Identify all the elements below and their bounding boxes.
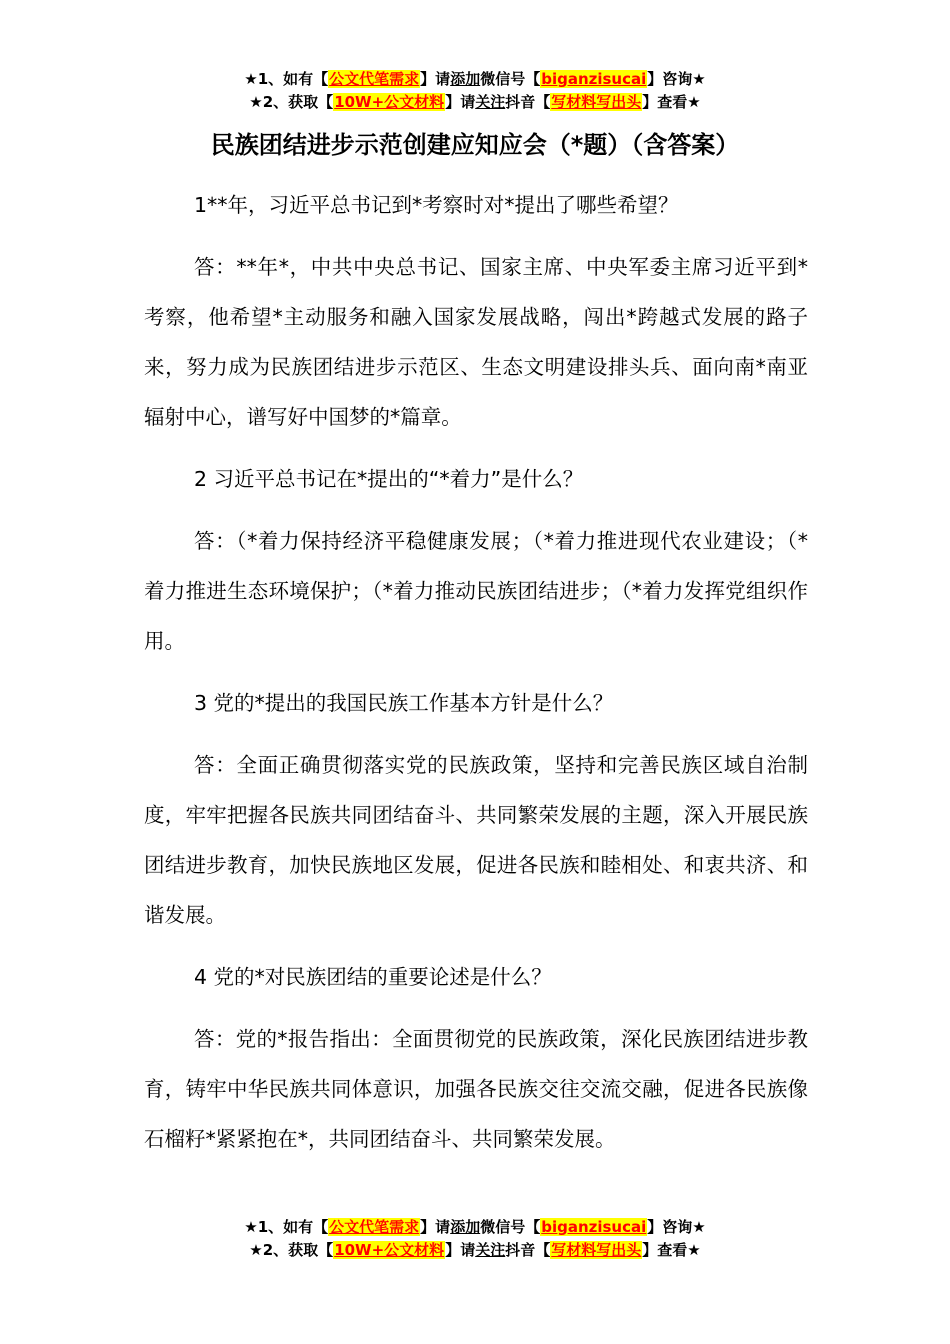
banner-line-1-suffix: 】咨询★ — [647, 70, 706, 88]
banner-line-1-mid: 】请 — [420, 70, 451, 88]
banner-line-1-mid2: 微信号【 — [480, 70, 541, 88]
question-4: 4 党的*对民族团结的重要论述是什么？ — [194, 965, 552, 989]
banner-underlined-follow: 关注 — [475, 93, 506, 111]
banner-underlined-add: 添加 — [450, 70, 481, 88]
banner-highlight-douyin: 写材料写出头 — [551, 1241, 642, 1259]
document-body — [144, 180, 808, 1176]
banner-line-1-suffix: 】咨询★ — [647, 1218, 706, 1236]
banner-line-1-prefix: 1、如有【 — [257, 70, 329, 88]
star-icon: ★ — [249, 1241, 263, 1259]
banner-line-2-mid2: 抖音【 — [505, 93, 551, 111]
banner-highlight-wechat-id: biganzisucai — [541, 1218, 647, 1236]
bottom-banner — [0, 1216, 950, 1262]
banner-line-1 — [0, 1216, 950, 1239]
banner-line-1-prefix: 1、如有【 — [257, 1218, 329, 1236]
question-2: 2 习近平总书记在*提出的“*着力”是什么？ — [194, 467, 584, 491]
banner-highlight-service: 公文代笔需求 — [329, 70, 420, 88]
question-1: 1**年，习近平总书记到*考察时对*提出了哪些希望？ — [194, 193, 679, 217]
answer-4: 答：党的*报告指出：全面贯彻党的民族政策，深化民族团结进步教育，铸牢中华民族共同体意识，加强各民族交往交流交融，促进各民族像石榴籽*紧紧抱在*，共同团结奋斗、共同繁荣发展。 — [144, 1027, 808, 1151]
star-icon: ★ — [244, 70, 258, 88]
banner-highlight-materials: 10W+公文材料 — [334, 93, 445, 111]
banner-underlined-follow: 关注 — [475, 1241, 506, 1259]
banner-highlight-service: 公文代笔需求 — [329, 1218, 420, 1236]
banner-line-2-suffix: 】查看★ — [642, 93, 701, 111]
question-3: 3 党的*提出的我国民族工作基本方针是什么？ — [194, 691, 614, 715]
banner-line-2 — [0, 91, 950, 114]
banner-line-1 — [0, 68, 950, 91]
banner-line-2-suffix: 】查看★ — [642, 1241, 701, 1259]
banner-underlined-add: 添加 — [450, 1218, 481, 1236]
answer-2: 答：（*着力保持经济平稳健康发展；（*着力推进现代农业建设；（*着力推进生态环境保护；（*着力推动民族团结进步；（*着力发挥党组织作用。 — [144, 529, 808, 653]
banner-line-1-mid2: 微信号【 — [480, 1218, 541, 1236]
top-banner — [0, 68, 950, 114]
answer-1: 答：**年*，中共中央总书记、国家主席、中央军委主席习近平到*考察，他希望*主动服务和融入国家发展战略，闯出*跨越式发展的路子来，努力成为民族团结进步示范区、生态文明建设排头兵、面向南*南亚辐射中心，谱写好中国梦的*篇章。 — [144, 255, 808, 429]
banner-line-2 — [0, 1239, 950, 1262]
banner-line-1-mid: 】请 — [420, 1218, 451, 1236]
banner-highlight-douyin: 写材料写出头 — [551, 93, 642, 111]
banner-line-2-mid: 】请 — [445, 93, 476, 111]
document-title: 民族团结进步示范创建应知应会（*题）（含答案） — [210, 131, 740, 159]
answer-3: 答：全面正确贯彻落实党的民族政策，坚持和完善民族区域自治制度，牢牢把握各民族共同团结奋斗、共同繁荣发展的主题，深入开展民族团结进步教育，加快民族地区发展，促进各民族和睦相处、和衷共济、和谐发展。 — [144, 753, 808, 927]
star-icon: ★ — [244, 1218, 258, 1236]
banner-line-2-prefix: 2、获取【 — [262, 93, 334, 111]
banner-line-2-prefix: 2、获取【 — [262, 1241, 334, 1259]
banner-line-2-mid: 】请 — [445, 1241, 476, 1259]
banner-line-2-mid2: 抖音【 — [505, 1241, 551, 1259]
banner-highlight-wechat-id: biganzisucai — [541, 70, 647, 88]
banner-highlight-materials: 10W+公文材料 — [334, 1241, 445, 1259]
star-icon: ★ — [249, 93, 263, 111]
